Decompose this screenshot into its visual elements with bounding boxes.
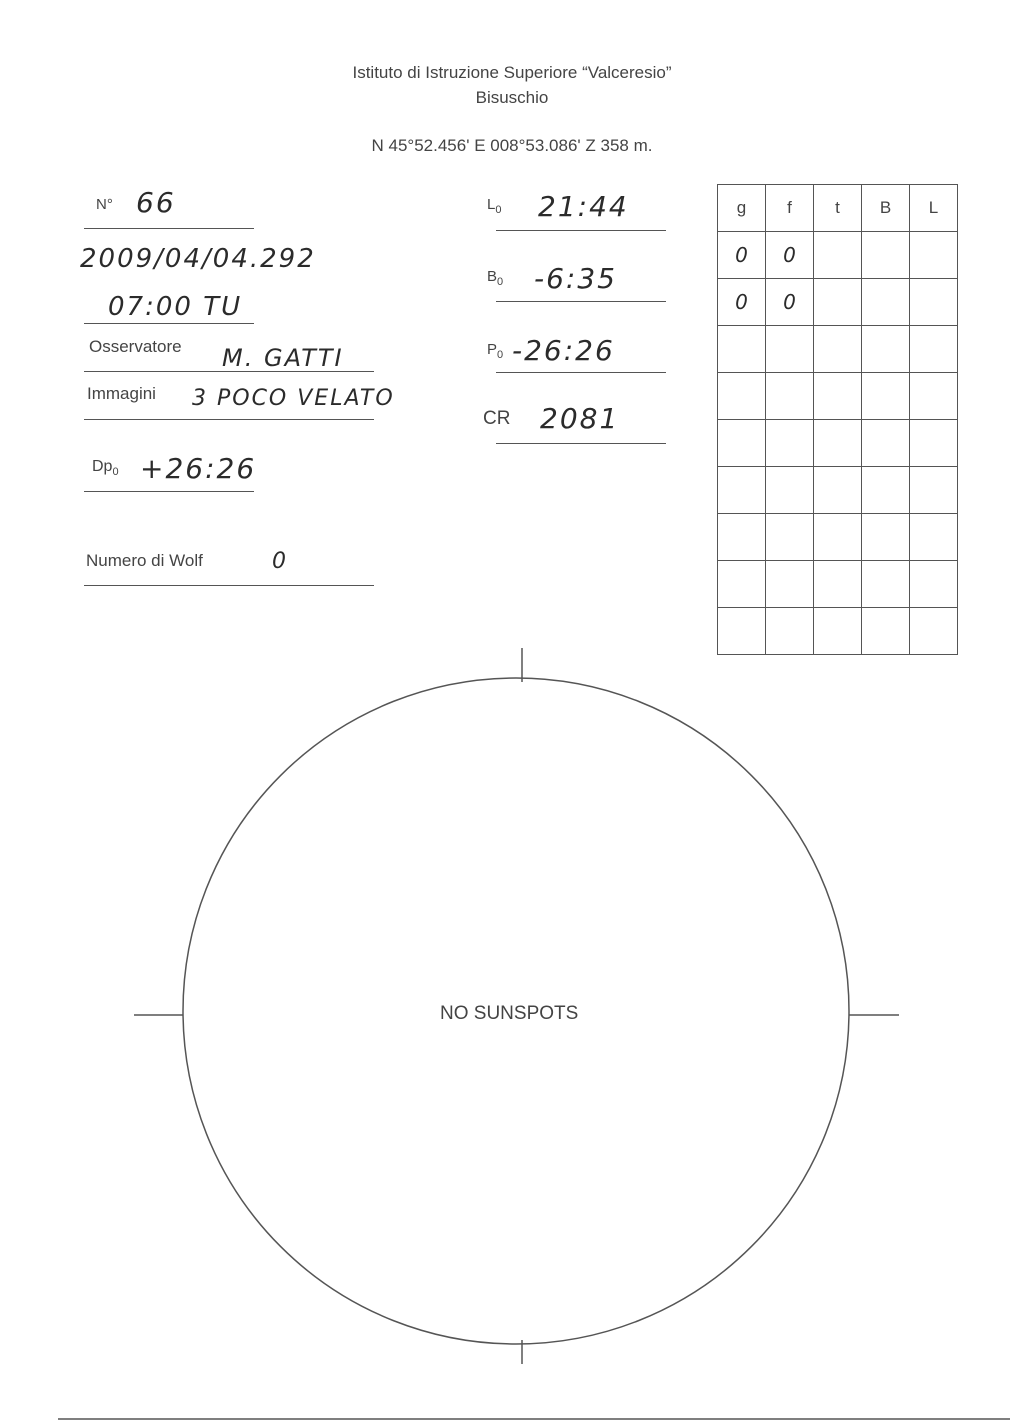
b0-label: $B_0$ [487, 268, 504, 288]
date-value: 2009/04/04.292 [80, 244, 316, 274]
wolf-label: Numero di Wolf [86, 551, 203, 570]
no-sunspots-note: NO SUNSPOTS [440, 1003, 579, 1024]
l0-value: 21:44 [538, 190, 629, 223]
wolf-value: 0 [272, 549, 288, 574]
header-l: L [910, 185, 958, 232]
table-cell: 0 [766, 279, 814, 326]
time-value: 07:00 TU [108, 292, 243, 322]
institute-town: Bisuschio [475, 88, 549, 107]
l0-label: $L_0$ [487, 196, 502, 216]
number-label: N° [96, 196, 113, 213]
b0-value: -6:35 [534, 262, 617, 295]
dp0-label: $Dp_0$ [92, 458, 119, 478]
header-b: B [862, 185, 910, 232]
observer-value: M. GATTI [222, 344, 344, 372]
table-cell: 0 [766, 232, 814, 279]
dp0-value: +26:26 [140, 452, 257, 485]
number-value: 66 [136, 186, 176, 219]
p0-value: -26:26 [512, 334, 615, 367]
institute-name: Istituto di Istruzione Superiore “Valceresio” [352, 63, 672, 82]
observer-label: Osservatore [89, 337, 182, 356]
cr-label: CR [483, 408, 511, 429]
images-value: 3 POCO VELATO [192, 386, 395, 411]
header-g: g [718, 185, 766, 232]
images-label: Immagini [87, 384, 156, 403]
station-coordinates: N 45°52.456' E 008°53.086' Z 358 m. [371, 136, 653, 155]
table-cell: 0 [718, 232, 766, 279]
header-f: f [766, 185, 814, 232]
table-cell: 0 [718, 279, 766, 326]
cr-value: 2081 [540, 402, 620, 435]
p0-label: $P_0$ [487, 341, 504, 361]
header-t: t [814, 185, 862, 232]
